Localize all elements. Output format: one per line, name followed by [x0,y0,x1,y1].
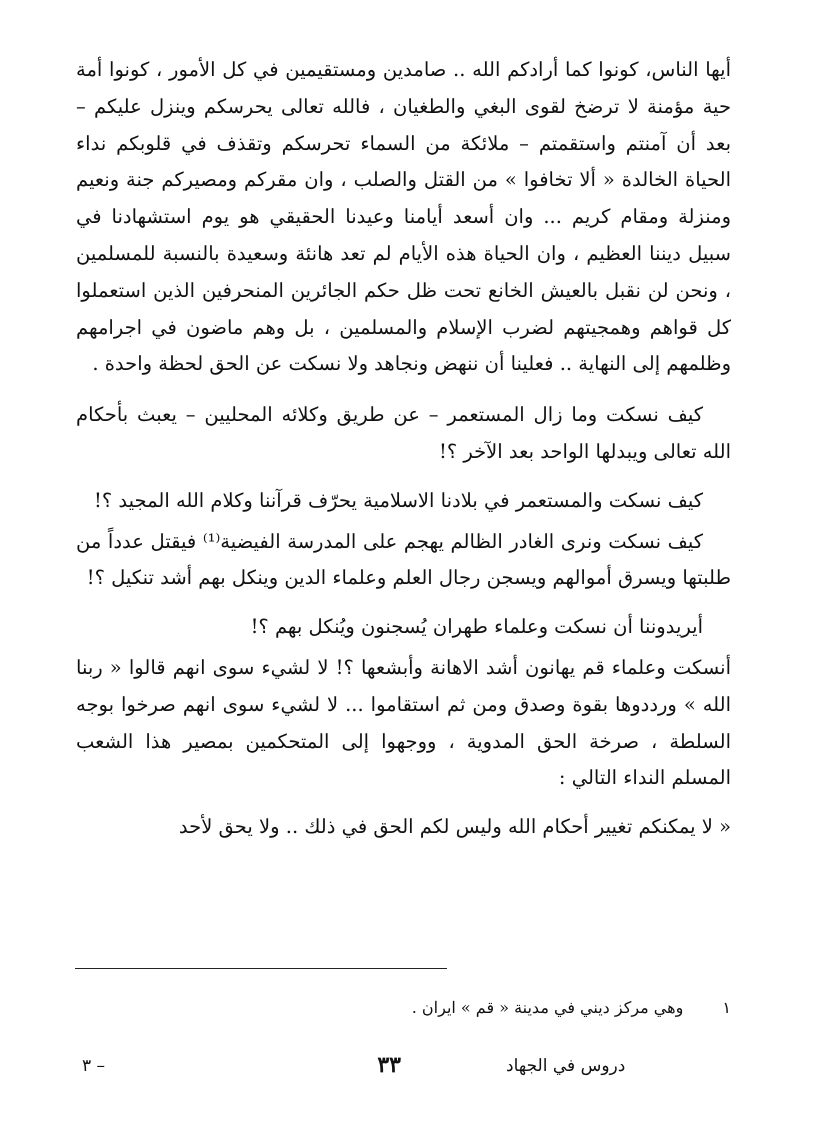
footnote-divider [75,968,447,969]
footnote-text: وهي مركز ديني في مدينة « قم » ايران . [411,998,684,1017]
paragraph-question-1: كيف نسكت وما زال المستعمر – عن طريق وكلائه المحليين – يعبث بأحكام الله تعالى ويبدلها الواحد بعد الآخر ؟! [76,403,731,463]
page-number: ٣٣ [377,1052,401,1078]
paragraph-question-3: كيف نسكت ونرى الغادر الظالم يهجم على المدرسة الفيضية⁽¹⁾ فيقتل عدداً من طلبتها ويسرق أموالهم ويسجن رجال العلم وعلماء الدين وينكل بهم أشد تنكيل ؟! [76,529,731,590]
paragraph-opening: أيها الناس، كونوا كما أرادكم الله .. صامدين ومستقيمين في كل الأمور ، كونوا أمة حية مؤمنة لا ترضخ لقوى البغي والطغيان ، فالله تعالى يحرسكم وينزل عليكم – بعد أن آمنتم واستقمتم – ملائكة من السماء تحرسكم وتقذف في قلوبكم نداء الحياة الخالدة « ألا تخافوا » من القتل والصلب ، وان مقركم ومصيركم جنة ونعيم ومنزلة ومقام كريم ... وان أسعد أيامنا وعيدنا الحقيقي هو يوم استشهادنا في سبيل ديننا العظيم ، وان الحياة هذه الأيام لم تعد هانئة وسعيدة بالنسبة للمسلمين ، ونحن لن نقبل بالعيش الخانع تحت ظل حكم الجائرين المنحرفين الذين استعملوا كل قواهم وهمجيتهم لضرب الإسلام والمسلمين ، بل وهم ماضون في اجرامهم وظلمهم إلى النهاية .. فعلينا أن ننهض ونجاهد ولا نسكت عن الحق لحظة واحدة . [76,58,731,376]
part-number: – ٣ [82,1056,106,1076]
page-footer [76,1052,731,1086]
paragraph-question-4: أيريدوننا أن نسكت وعلماء طهران يُسجنون ويُنكل بهم ؟! [250,615,703,639]
running-title: دروس في الجهاد [506,1056,626,1076]
paragraph-quote: « لا يمكنكم تغيير أحكام الله وليس لكم الحق في ذلك .. ولا يحق لأحد [178,815,731,839]
footnote-number: ١ [722,998,731,1017]
paragraph-question-5: أنسكت وعلماء قم يهانون أشد الاهانة وأبشعها ؟! لا لشيء سوى انهم قالوا « ربنا الله » ورددوها بقوة وصدق ومن ثم استقاموا ... لا لشيء سوى انهم صرخوا بوجه السلطة ، صرخة الحق المدوية ، ووجهوا إلى المتحكمين بمصير هذا الشعب المسلم النداء التالي : [76,655,731,790]
paragraph-question-2: كيف نسكت والمستعمر في بلادنا الاسلامية يحرّف قرآننا وكلام الله المجيد ؟! [94,488,703,512]
footnote [412,996,731,1020]
